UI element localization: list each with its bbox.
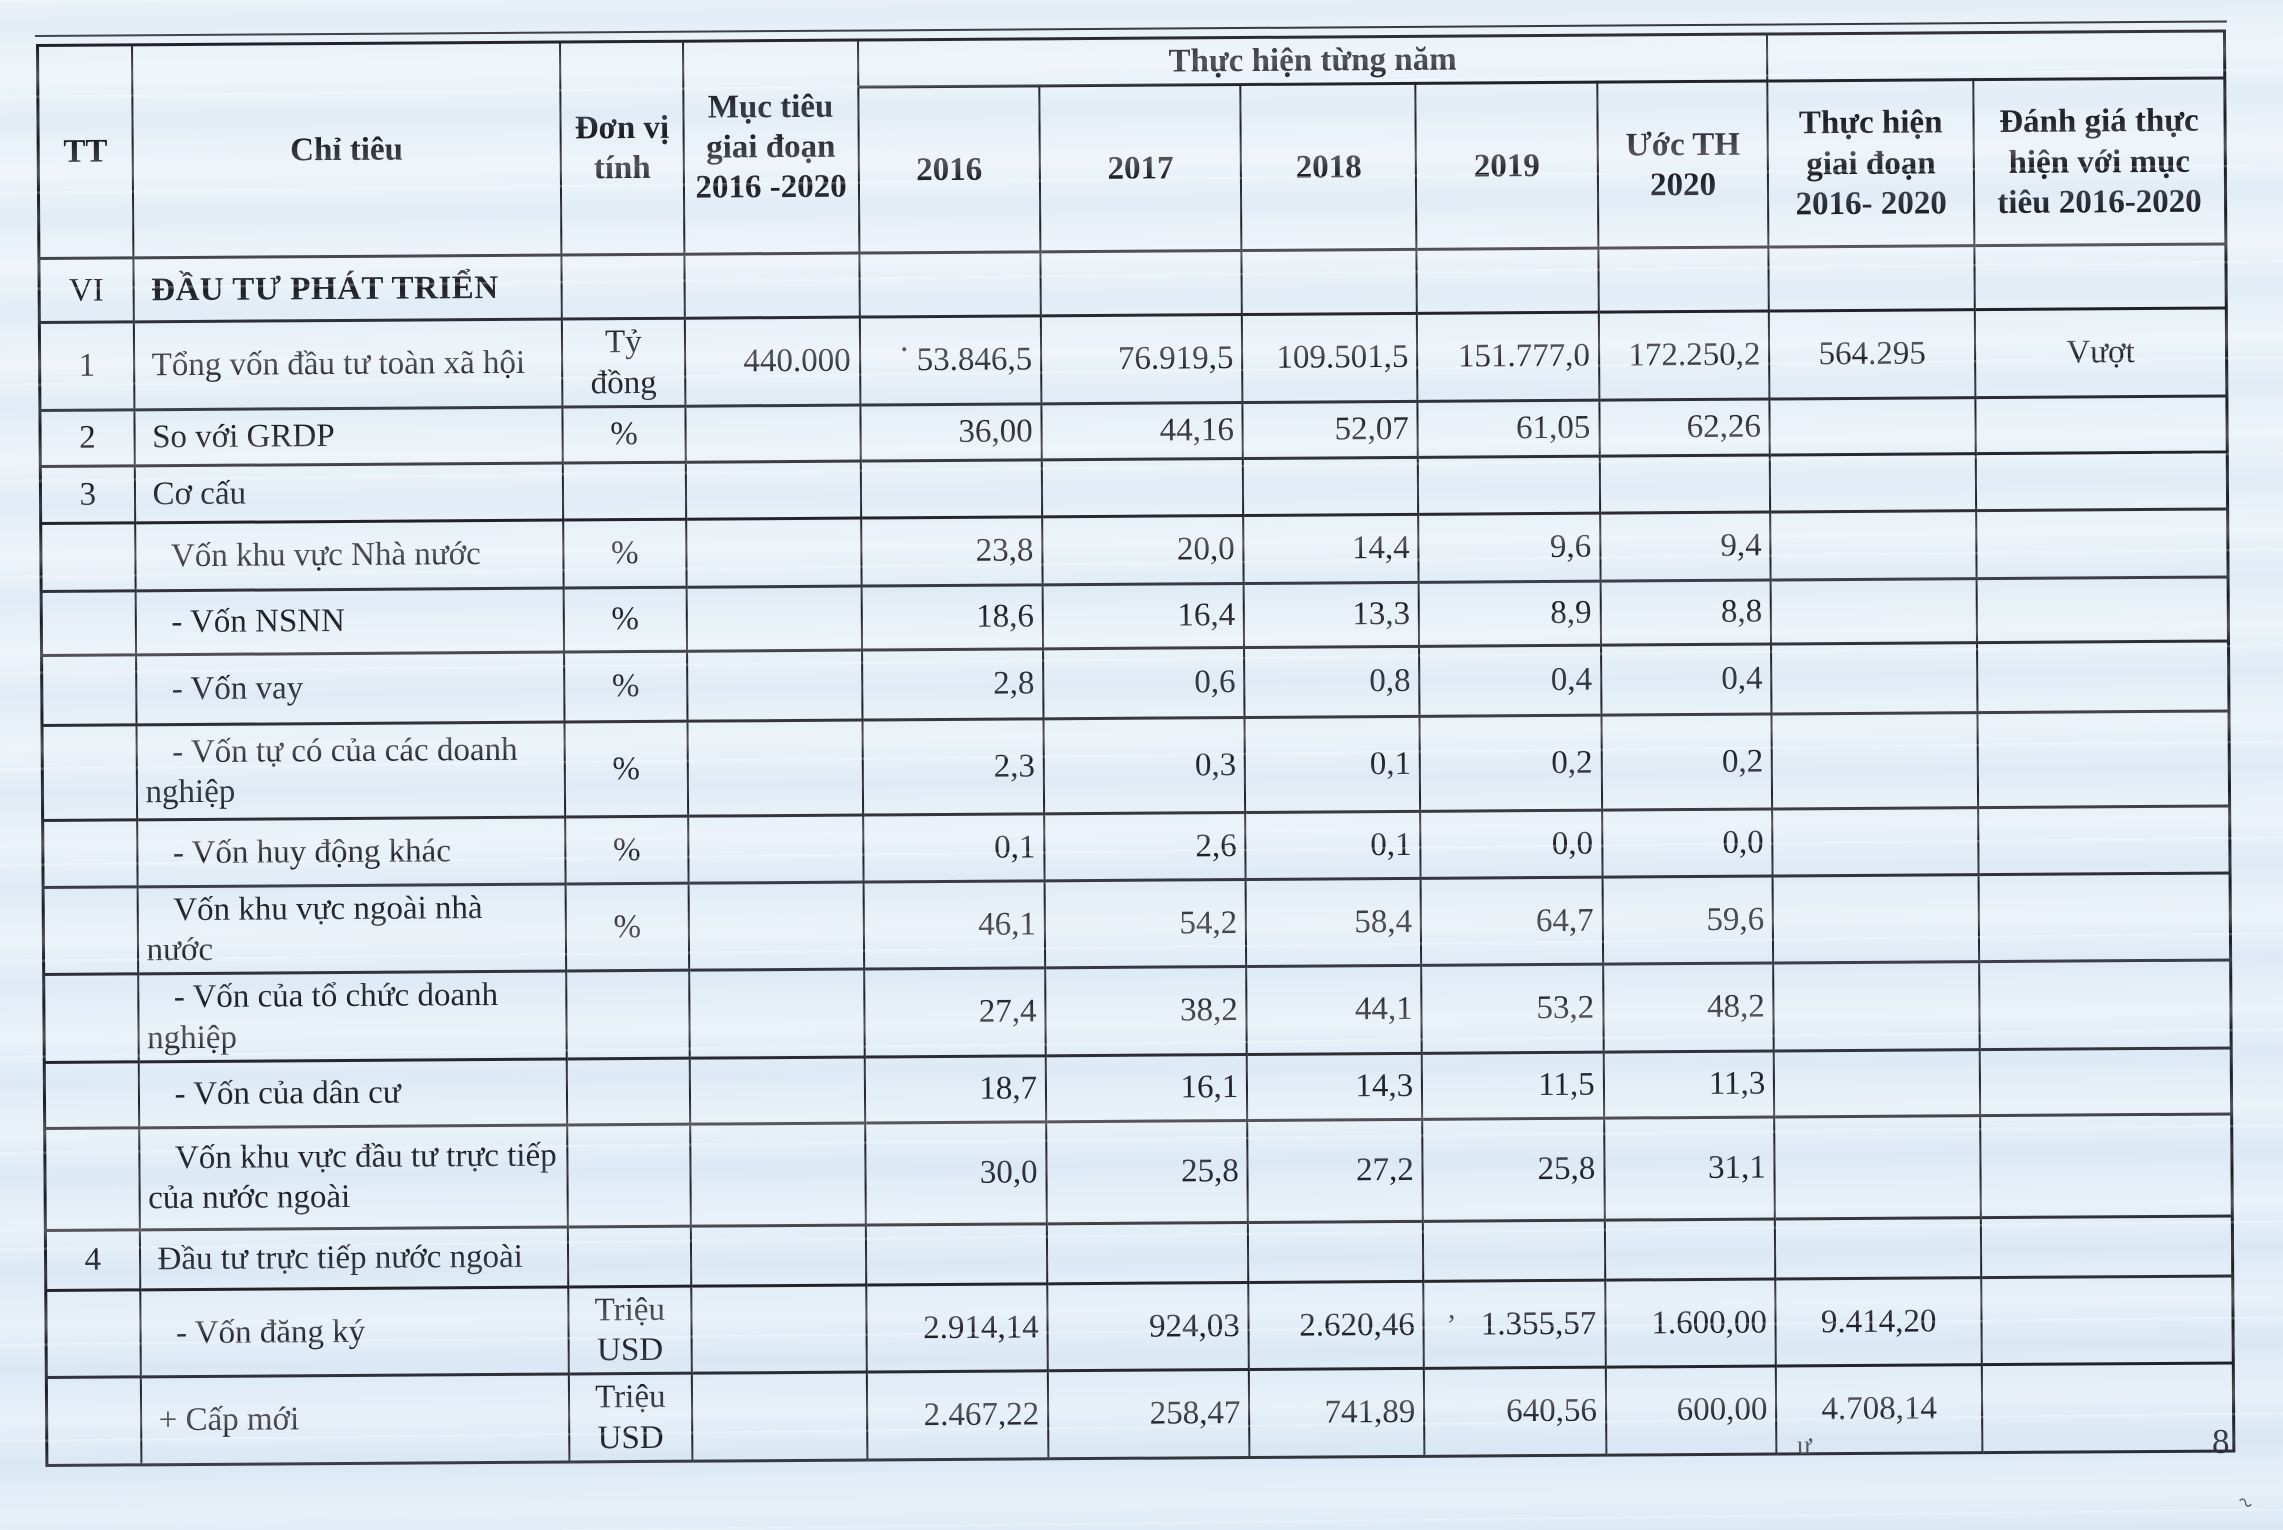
row-number-cell: 1 (39, 322, 134, 410)
indicator-label-cell (140, 1374, 569, 1464)
col-header-tt: TT (38, 45, 133, 259)
year-value-cell-2017: 25,8 (1046, 1120, 1248, 1223)
assessment-cell (1977, 711, 2229, 808)
year-value-cell-ước-th-2020: 172.250,2 (1599, 311, 1770, 400)
table-row (44, 960, 2232, 1062)
assessment-cell (1981, 1276, 2233, 1365)
unit-cell (563, 462, 686, 520)
indicator-label: - Vốn của tổ chức doanh nghiệp (147, 977, 499, 1056)
table-body (39, 244, 2234, 1465)
year-value-cell-2016 (865, 1224, 1047, 1285)
year-value-cell-2019 (1417, 248, 1599, 313)
unit-cell: % (566, 883, 689, 971)
year-value-cell-2017: 54,2 (1045, 879, 1247, 968)
col-header-2016: 2016 (858, 86, 1041, 253)
year-value-cell-2019: 8,9 (1419, 581, 1601, 646)
year-value-cell-ước-th-2020: 0,2 (1601, 714, 1772, 810)
indicator-label-cell (140, 1287, 569, 1377)
year-value-cell-ước-th-2020 (1600, 455, 1771, 513)
col-header-2018: 2018 (1241, 84, 1417, 251)
scan-stray-mark: ư (1797, 1430, 1812, 1460)
assessment-cell (1980, 1114, 2232, 1218)
year-value-cell-2017: 0,3 (1044, 717, 1246, 813)
period-total-cell: 9.414,20 (1776, 1277, 1982, 1366)
indicator-label-cell (133, 255, 562, 322)
year-value-cell-2016: 53.846,5 (859, 316, 1041, 405)
year-value-cell-ước-th-2020: 31,1 (1604, 1117, 1775, 1220)
row-number-cell (41, 523, 135, 592)
year-value-cell-ước-th-2020: 1.600,00 (1605, 1279, 1776, 1368)
indicator-label: Vốn khu vực Nhà nước (170, 536, 481, 575)
assessment-cell (1982, 1363, 2234, 1452)
target-value-cell (685, 461, 860, 519)
period-total-cell (1770, 510, 1976, 579)
row-number-cell: 3 (40, 466, 134, 524)
assessment-cell (1980, 1048, 2232, 1116)
table-row (46, 1363, 2234, 1465)
year-value-cell-2016: 18,6 (861, 585, 1043, 650)
year-value-cell-2016: 18,7 (864, 1056, 1046, 1123)
assessment-cell (1977, 641, 2229, 713)
year-value-cell-2016: 23,8 (861, 517, 1043, 586)
indicator-label: - Vốn của dân cư (174, 1074, 401, 1113)
unit-cell (566, 970, 689, 1058)
year-value-cell-2019: 11,5 (1422, 1052, 1604, 1119)
year-value-cell-2019: 0,0 (1420, 810, 1602, 878)
period-total-cell (1771, 578, 1977, 643)
col-header-danh-gia: Đánh giá thực hiện với mục tiêu 2016-2020 (1973, 78, 2226, 246)
period-total-cell (1774, 1049, 1980, 1116)
assessment-cell (1977, 577, 2229, 643)
period-total-cell (1769, 246, 1975, 311)
row-number-cell (42, 725, 137, 821)
period-total-cell (1775, 1115, 1981, 1218)
target-value-cell (691, 1372, 867, 1461)
scan-dot-artifact: . (900, 322, 909, 359)
page-number: 8 (2212, 1422, 2230, 1461)
indicator-label: Đầu tư trực tiếp nước ngoài (157, 1238, 523, 1278)
indicator-label-cell (136, 722, 565, 820)
year-value-cell-ước-th-2020: 0,0 (1602, 809, 1773, 877)
row-number-cell (43, 820, 137, 888)
col-group-header-thuc-hien-tung-nam: Thực hiện từng năm (858, 34, 1768, 87)
col-header-uoc-th-2020: Ước TH 2020 (1597, 81, 1769, 248)
year-value-cell-2017: 20,0 (1042, 515, 1244, 584)
year-value-cell-2019: 64,7 (1421, 877, 1603, 966)
unit-cell (568, 1226, 691, 1287)
year-value-cell-2018: 0,1 (1245, 716, 1421, 812)
assessment-cell (1979, 960, 2231, 1049)
assessment-cell (1981, 1216, 2233, 1278)
target-value-cell (690, 1123, 866, 1226)
target-value-cell (685, 405, 860, 462)
year-value-cell-2017 (1042, 458, 1244, 516)
target-value-cell (687, 720, 863, 816)
period-total-cell: 564.295 (1769, 310, 1975, 399)
row-number-cell (41, 591, 135, 656)
indicator-label-cell (135, 588, 564, 655)
indicator-label: So với GRDP (152, 418, 335, 456)
target-value-cell (686, 518, 861, 587)
year-value-cell-2018: 109.501,5 (1242, 314, 1418, 403)
target-value-cell (688, 882, 864, 971)
indicator-label-cell (134, 407, 563, 466)
unit-cell: % (563, 519, 686, 588)
year-value-cell-ước-th-2020: 59,6 (1602, 876, 1773, 965)
year-value-cell-2018: 741,89 (1249, 1369, 1425, 1458)
year-value-cell-2017: 258,47 (1048, 1370, 1250, 1459)
year-value-cell-2016 (860, 460, 1042, 518)
year-value-cell-2017 (1047, 1222, 1249, 1283)
table-row (39, 308, 2227, 410)
year-value-cell-2019: 61,05 (1418, 400, 1600, 457)
year-value-cell-2016: 46,1 (863, 881, 1045, 970)
unit-cell: % (564, 587, 687, 652)
row-number-cell (44, 1062, 138, 1129)
period-total-cell (1770, 453, 1976, 511)
investment-statistics-table (36, 29, 2235, 1466)
indicator-label-cell (138, 1059, 567, 1128)
year-value-cell-ước-th-2020: 600,00 (1606, 1366, 1777, 1455)
indicator-label: Cơ cấu (152, 475, 247, 512)
year-value-cell-2018: 27,2 (1247, 1119, 1423, 1222)
year-value-cell-2018: 13,3 (1244, 582, 1419, 647)
col-header-don-vi-tinh: Đơn vị tính (560, 41, 684, 255)
assessment-cell (1976, 452, 2228, 511)
period-total-cell: 4.708,14 (1776, 1365, 1982, 1454)
year-value-cell-2019: 25,8 (1422, 1118, 1604, 1221)
year-value-cell-2019 (1423, 1220, 1605, 1281)
target-value-cell (686, 586, 861, 651)
year-value-cell-2018: 14,3 (1247, 1053, 1422, 1120)
row-number-cell (44, 974, 139, 1062)
period-total-cell (1773, 874, 1979, 963)
indicator-label-cell (134, 463, 563, 523)
year-value-cell-2017: 16,4 (1043, 583, 1245, 648)
year-value-cell-2016: 27,4 (864, 968, 1046, 1057)
year-value-cell-2016: 2,8 (862, 649, 1044, 720)
header-right-empty-strip (1767, 31, 2224, 81)
year-value-cell-2018: 52,07 (1243, 401, 1418, 458)
year-value-cell-2018: 44,1 (1246, 966, 1422, 1055)
indicator-label-cell (135, 520, 564, 591)
unit-cell: Triệu USD (569, 1373, 692, 1461)
table-header (38, 31, 2226, 259)
year-value-cell-2016: 2,3 (862, 719, 1044, 815)
target-value-cell (690, 1225, 865, 1286)
indicator-label-cell (139, 1227, 568, 1290)
year-value-cell-2018: 14,4 (1243, 514, 1418, 583)
unit-cell (562, 254, 685, 319)
table-row (45, 1114, 2233, 1231)
unit-cell: Triệu USD (568, 1286, 691, 1374)
year-value-cell-2017: 2,6 (1044, 812, 1246, 880)
row-number-cell (45, 1128, 140, 1231)
row-number-cell: 2 (40, 410, 134, 467)
year-value-cell-2018: 0,8 (1244, 646, 1419, 717)
indicator-label: ĐẦU TƯ PHÁT TRIỂN (151, 269, 499, 308)
year-value-cell-2016: 0,1 (863, 814, 1045, 882)
year-value-cell-2019: 640,56 (1424, 1367, 1606, 1456)
year-value-cell-2019: 0,4 (1419, 645, 1601, 716)
indicator-label: - Vốn huy động khác (172, 832, 452, 871)
period-total-cell (1770, 397, 1976, 454)
table-row (43, 873, 2231, 975)
col-header-chi-tieu: Chỉ tiêu (132, 42, 562, 258)
target-value-cell (691, 1285, 867, 1374)
year-value-cell-ước-th-2020 (1605, 1219, 1776, 1280)
assessment-cell (1974, 244, 2226, 310)
year-value-cell-ước-th-2020: 11,3 (1604, 1051, 1775, 1118)
year-value-cell-2018: 58,4 (1246, 878, 1422, 967)
target-value-cell: 440.000 (684, 317, 860, 406)
unit-cell: % (565, 816, 688, 884)
year-value-cell-2019: 53,2 (1421, 964, 1603, 1053)
assessment-cell: Vượt (1975, 308, 2227, 397)
year-value-cell-ước-th-2020: 62,26 (1599, 399, 1770, 456)
indicator-label: - Vốn tự có của các doanh nghiệp (145, 731, 518, 811)
assessment-cell (1976, 509, 2228, 579)
indicator-label: Tổng vốn đầu tư toàn xã hội (151, 345, 526, 384)
period-total-cell (1771, 642, 1977, 713)
year-value-cell-2016: 2.467,22 (866, 1371, 1048, 1460)
col-header-thuc-hien-giai-doan: Thực hiện giai đoạn 2016- 2020 (1768, 80, 1975, 247)
indicator-label: - Vốn NSNN (171, 603, 346, 641)
table-sheet (36, 29, 2235, 1466)
target-value-cell (688, 815, 863, 883)
row-number-cell (42, 655, 136, 726)
year-value-cell-2019 (1418, 456, 1600, 514)
col-header-muc-tieu: Mục tiêu giai đoạn 2016 -2020 (683, 40, 859, 254)
row-number-cell: 4 (45, 1230, 139, 1291)
row-number-cell (46, 1377, 141, 1465)
unit-cell (567, 1058, 690, 1125)
row-number-cell (46, 1290, 141, 1378)
year-value-cell-2019: 151.777,0 (1417, 312, 1599, 401)
year-value-cell-2019: 0,2 (1420, 715, 1602, 811)
year-value-cell-2017: 0,6 (1043, 647, 1245, 718)
year-value-cell-2017: 16,1 (1046, 1054, 1248, 1121)
assessment-cell (1978, 873, 2230, 962)
year-value-cell-2016 (859, 252, 1041, 317)
year-value-cell-2019: 1.355,57 (1424, 1280, 1606, 1369)
year-value-cell-2016: 2.914,14 (866, 1284, 1048, 1373)
indicator-label: Vốn khu vực ngoài nhà nước (146, 889, 483, 969)
year-value-cell-2019: 9,6 (1418, 513, 1600, 582)
year-value-cell-ước-th-2020 (1598, 247, 1769, 312)
indicator-label: - Vốn vay (171, 670, 304, 708)
period-total-cell (1772, 807, 1978, 875)
scan-squiggle-mark: ~ (2230, 1486, 2260, 1519)
year-value-cell-2016: 30,0 (865, 1122, 1047, 1225)
period-total-cell (1775, 1217, 1981, 1278)
indicator-label-cell (136, 652, 565, 725)
assessment-cell (1978, 806, 2230, 875)
unit-cell: % (564, 651, 687, 722)
col-header-2017: 2017 (1039, 85, 1241, 252)
year-value-cell-2018: 0,1 (1245, 811, 1420, 879)
year-value-cell-ước-th-2020: 0,4 (1601, 644, 1772, 715)
year-value-cell-ước-th-2020: 48,2 (1603, 963, 1774, 1052)
scan-comma-artifact: , (1448, 1292, 1456, 1325)
year-value-cell-ước-th-2020: 9,4 (1600, 512, 1771, 581)
assessment-cell (1975, 396, 2227, 454)
unit-cell (567, 1124, 690, 1227)
period-total-cell (1773, 962, 1979, 1051)
table-row (42, 711, 2230, 821)
year-value-cell-2018 (1243, 457, 1418, 515)
unit-cell: % (563, 406, 686, 463)
row-number-cell: VI (39, 258, 133, 323)
target-value-cell (689, 969, 865, 1058)
year-value-cell-2018: 2.620,46 (1249, 1281, 1425, 1370)
period-total-cell (1772, 712, 1978, 808)
indicator-label-cell (137, 884, 566, 974)
year-value-cell-2017: 44,16 (1042, 402, 1244, 459)
row-number-cell (43, 887, 138, 975)
year-value-cell-ước-th-2020: 8,8 (1600, 580, 1771, 645)
col-header-2019: 2019 (1416, 82, 1599, 249)
target-value-cell (684, 253, 859, 318)
year-value-cell-2017: 924,03 (1047, 1282, 1249, 1371)
year-value-cell-2017: 76.919,5 (1041, 315, 1243, 404)
indicator-label: - Vốn đăng ký (175, 1313, 366, 1351)
target-value-cell (687, 650, 862, 721)
unit-cell: % (565, 721, 688, 817)
indicator-label-cell (139, 1125, 568, 1230)
year-value-cell-2018 (1248, 1221, 1423, 1282)
indicator-label-cell (138, 971, 567, 1061)
target-value-cell (689, 1057, 864, 1124)
year-value-cell-2016: 36,00 (860, 404, 1042, 461)
year-value-cell-2017: 38,2 (1045, 967, 1247, 1056)
indicator-label-cell (133, 319, 562, 409)
unit-cell: Tỷ đồng (562, 318, 685, 406)
indicator-label-cell (137, 817, 566, 887)
year-value-cell-2018 (1242, 250, 1417, 315)
indicator-label: + Cấp mới (158, 1401, 300, 1439)
indicator-label: Vốn khu vực đầu tư trực tiếp của nước ngoài (148, 1137, 557, 1217)
year-value-cell-2017 (1041, 251, 1243, 316)
table-row (46, 1276, 2234, 1378)
